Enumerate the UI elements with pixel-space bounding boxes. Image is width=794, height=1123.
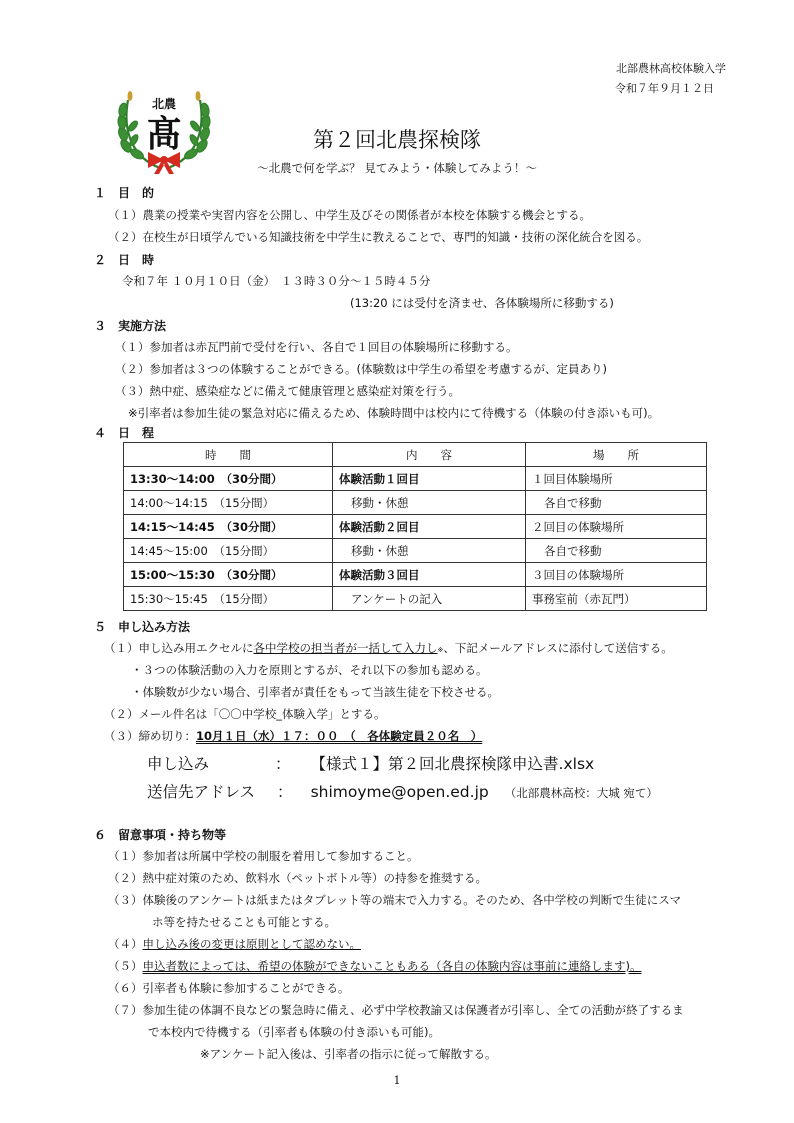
- schedule-time: 14:00～14:15 （15分間）: [124, 491, 333, 515]
- notes-item-4-number: （４）: [108, 937, 143, 951]
- issue-date: 令和７年９月１２日: [615, 82, 714, 95]
- notes-item-3: （３）体験後のアンケートは紙またはタブレット等の端末で入力する。そのため、各中学校の判断で生徒にスマ: [108, 893, 682, 907]
- application-item-2: （２）メール件名は「〇〇中学校_体験入学」とする。: [104, 707, 386, 721]
- schedule-row: [124, 515, 707, 539]
- schedule-row: [124, 467, 707, 491]
- schedule-content: 移動・休憩: [333, 539, 526, 563]
- notes-item-6: （６）引率者も体験に参加することができる。: [108, 981, 350, 995]
- purpose-item-2: （２）在校生が日頃学んでいる知識技術を中学生に教えることで、専門的知識・技術の深化統合を図る。: [108, 230, 649, 244]
- section-1-heading: １ 目 的: [94, 186, 155, 200]
- schedule-time: 14:15～14:45 （30分間）: [124, 515, 333, 539]
- application-item-1-tail: 、下記メールアドレスに添付して送信する。: [443, 641, 673, 655]
- page-subtitle: ～北農で何を学ぶ？ 見てみよう・体験してみよう！～: [257, 161, 537, 175]
- notes-item-7: （７）参加生徒の体調不良などの緊急時に備え、必ず中学校教諭又は保護者が引率し、全ての活動が終了するま: [108, 1003, 684, 1017]
- schedule-place: ２回目の体験場所: [526, 515, 707, 539]
- purpose-item-1: （１）農業の授業や実習内容を公開し、中学生及びその関係者が本校を体験する機会とする。: [108, 208, 591, 222]
- no-changes-underlined: 申し込み後の変更は原則として認めない。: [142, 937, 361, 951]
- application-bullet-2: ・体験数が少ない場合、引率者が責任をもって当該生徒を下校させる。: [131, 685, 499, 699]
- schedule-place: 各自で移動: [526, 491, 707, 515]
- reception-note: (13:20 には受付を済ませ、各体験場所に移動する): [350, 296, 614, 310]
- schedule-row: [124, 491, 707, 515]
- schedule-row: [124, 563, 707, 587]
- schedule-row: [124, 587, 707, 611]
- application-deadline: [104, 730, 482, 744]
- notes-item-5-number: （５）: [108, 959, 143, 973]
- application-item-1-text: （１）申し込み用エクセルに: [104, 641, 254, 655]
- schedule-content: 体験活動２回目: [333, 515, 526, 539]
- method-item-3: （３）熱中症、感染症などに備えて健康管理と感染症対策を行う。: [115, 384, 460, 398]
- notes-item-5: [108, 960, 641, 974]
- application-item-1: [104, 642, 673, 656]
- schedule-content: 体験活動３回目: [333, 563, 526, 587]
- notes-item-4: [108, 938, 361, 952]
- emblem-top-text: 北農: [151, 97, 177, 111]
- section-5-heading: ５ 申し込み方法: [94, 620, 191, 634]
- batch-entry-underlined: 各中学校の担当者が一括して入力し: [253, 641, 438, 655]
- notes-item-3-cont: ホ等を持たせることも可能とする。: [152, 915, 336, 929]
- schedule-table: [123, 442, 707, 611]
- deadline-value: 10月１日（水）１７：００ （ 各体験定員２０名 ）: [196, 729, 483, 743]
- column-header-time: 時 間: [124, 443, 333, 467]
- schedule-content: アンケートの記入: [333, 587, 526, 611]
- schedule-header-row: [124, 443, 707, 467]
- send-address-line: [147, 780, 658, 802]
- apply-label: 申し込み: [147, 755, 210, 773]
- notes-item-2: （２）熱中症対策のため、飲料水（ペットボトル等）の持参を推奨する。: [108, 871, 488, 885]
- addressee: （北部農林高校：大城 宛て）: [504, 786, 658, 800]
- schedule-row: [124, 539, 707, 563]
- dismissal-note: ※アンケート記入後は、引率者の指示に従って解散する。: [200, 1047, 497, 1061]
- schedule-content: 体験活動１回目: [333, 467, 526, 491]
- chaperone-note: ※引率者は参加生徒の緊急対応に備えるため、体験時間中は校内にて待機する（体験の付き添いも可)。: [128, 406, 660, 420]
- method-item-1: （１）参加者は赤瓦門前で受付を行い、各自で１回目の体験場所に移動する。: [115, 340, 518, 354]
- capacity-notice-underlined: 申込者数によっては、希望の体験ができないこともある（各自の体験内容は事前に連絡します)。: [142, 959, 642, 973]
- address-colon: ：: [277, 783, 293, 801]
- note-mark: ※: [437, 646, 444, 654]
- email-address: shimoyme@open.ed.jp: [310, 783, 489, 801]
- section-6-heading: ６ 留意事項・持ち物等: [94, 828, 227, 842]
- emblem-main-char: 髙: [145, 113, 183, 155]
- application-form-filename: 【様式１】第２回北農探検隊申込書.xlsx: [310, 755, 595, 773]
- notes-item-7-cont: で本校内で待機する（引率者も体験の付き添いも可能)。: [148, 1025, 440, 1039]
- schedule-place: 各自で移動: [526, 539, 707, 563]
- notes-item-1: （１）参加者は所属中学校の制服を着用して参加すること。: [108, 849, 419, 863]
- schedule-place: 事務室前（赤瓦門）: [526, 587, 707, 611]
- page-number: 1: [393, 1074, 401, 1087]
- schedule-time: 14:45～15:00 （15分間）: [124, 539, 333, 563]
- section-3-heading: ３ 実施方法: [94, 319, 167, 333]
- section-2-heading: ２ 日 時: [94, 253, 155, 267]
- column-header-content: 内 容: [333, 443, 526, 467]
- schedule-content: 移動・休憩: [333, 491, 526, 515]
- schedule-time: 15:30～15:45 （15分間）: [124, 587, 333, 611]
- application-bullet-1: ・３つの体験活動の入力を原則とするが、それ以下の参加も認める。: [131, 663, 488, 677]
- schedule-time: 15:00～15:30 （30分間）: [124, 563, 333, 587]
- apply-colon: ：: [275, 755, 291, 773]
- section-4-heading: ４ 日 程: [94, 426, 155, 440]
- deadline-label: （３）締め切り：: [104, 729, 196, 743]
- schedule-place: ３回目の体験場所: [526, 563, 707, 587]
- application-file-line: [147, 752, 594, 774]
- event-datetime: 令和７年 １０月１０日（金） １３時３０分～１５時４５分: [122, 274, 431, 288]
- address-label: 送信先アドレス: [147, 783, 256, 801]
- page-title: 第２回北農探検隊: [313, 128, 481, 152]
- school-event-name: 北部農林高校体験入学: [616, 62, 726, 75]
- schedule-time: 13:30～14:00 （30分間）: [124, 467, 333, 491]
- column-header-place: 場 所: [526, 443, 707, 467]
- method-item-2: （２）参加者は３つの体験することができる。(体験数は中学生の希望を考慮するが、定員あり): [115, 362, 607, 376]
- schedule-place: １回目体験場所: [526, 467, 707, 491]
